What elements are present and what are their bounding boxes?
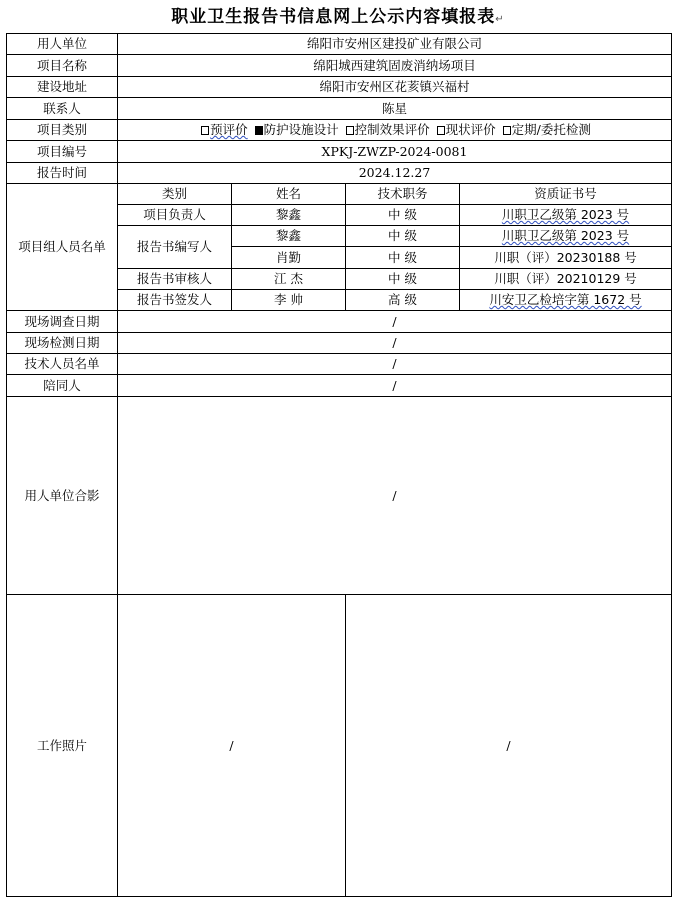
team-name: 李 帅 xyxy=(232,290,346,311)
work-photo-label: 工作照片 xyxy=(7,595,118,897)
category-options xyxy=(118,120,672,141)
category-option-control-effect[interactable]: 控制效果评价 xyxy=(343,122,430,137)
address-value: 绵阳市安州区花荄镇兴福村 xyxy=(118,77,672,98)
team-label: 项目组人员名单 xyxy=(7,184,118,311)
form-title: 职业卫生报告书信息网上公示内容填报表↵ xyxy=(171,7,505,27)
group-photo-label: 用人单位合影 xyxy=(7,397,118,595)
row-site-test xyxy=(7,333,672,354)
row-contact xyxy=(7,98,672,120)
site-survey-value: / xyxy=(118,311,672,333)
team-title: 中 级 xyxy=(346,247,460,269)
contact-value: 陈星 xyxy=(118,98,672,120)
tech-staff-value: / xyxy=(118,354,672,375)
checkbox-checked-icon xyxy=(255,126,263,135)
team-header-cert: 资质证书号 xyxy=(460,184,672,205)
row-group-photo xyxy=(7,397,672,595)
team-header-role: 类别 xyxy=(118,184,232,205)
team-role: 报告书签发人 xyxy=(118,290,232,311)
project-name-value: 绵阳城西建筑固废消纳场项目 xyxy=(118,55,672,77)
team-title: 中 级 xyxy=(346,205,460,226)
contact-label: 联系人 xyxy=(7,98,118,120)
team-role: 报告书审核人 xyxy=(118,269,232,290)
team-title: 中 级 xyxy=(346,226,460,247)
team-title: 中 级 xyxy=(346,269,460,290)
companion-label: 陪同人 xyxy=(7,375,118,397)
row-project-no xyxy=(7,141,672,163)
tech-staff-label: 技术人员名单 xyxy=(7,354,118,375)
team-cert: 川安卫乙检培字第 1672 号 xyxy=(460,290,672,311)
unit-value: 绵阳市安州区建投矿业有限公司 xyxy=(118,34,672,55)
row-unit xyxy=(7,34,672,55)
team-cert: 川职卫乙级第 2023 号 xyxy=(460,205,672,226)
site-test-value: / xyxy=(118,333,672,354)
category-label: 项目类别 xyxy=(7,120,118,141)
disclosure-form-table xyxy=(6,33,672,897)
site-test-label: 现场检测日期 xyxy=(7,333,118,354)
team-header-name: 姓名 xyxy=(232,184,346,205)
team-name: 肖勤 xyxy=(232,247,346,269)
row-address xyxy=(7,77,672,98)
report-time-value: 2024.12.27 xyxy=(118,163,672,184)
project-no-label: 项目编号 xyxy=(7,141,118,163)
unit-label: 用人单位 xyxy=(7,34,118,55)
team-cert: 川职卫乙级第 2023 号 xyxy=(460,226,672,247)
checkbox-icon xyxy=(346,126,354,135)
row-category xyxy=(7,120,672,141)
category-option-periodic-testing[interactable]: 定期/委托检测 xyxy=(500,122,591,137)
checkbox-icon xyxy=(437,126,445,135)
report-time-label: 报告时间 xyxy=(7,163,118,184)
team-name: 黎鑫 xyxy=(232,226,346,247)
row-site-survey xyxy=(7,311,672,333)
project-name-label: 项目名称 xyxy=(7,55,118,77)
project-no-value: XPKJ-ZWZP-2024-0081 xyxy=(118,141,672,163)
category-option-pre-evaluation[interactable]: 预评价 xyxy=(198,122,248,137)
team-cert: 川职（评）20230188 号 xyxy=(460,247,672,269)
row-project-name xyxy=(7,55,672,77)
checkbox-icon xyxy=(201,126,209,135)
team-name: 江 杰 xyxy=(232,269,346,290)
address-label: 建设地址 xyxy=(7,77,118,98)
team-cert: 川职（评）20210129 号 xyxy=(460,269,672,290)
row-work-photo xyxy=(7,595,672,897)
companion-value: / xyxy=(118,375,672,397)
site-survey-label: 现场调查日期 xyxy=(7,311,118,333)
team-header-title: 技术职务 xyxy=(346,184,460,205)
checkbox-icon xyxy=(503,126,511,135)
team-header-row xyxy=(7,184,672,205)
category-option-status-evaluation[interactable]: 现状评价 xyxy=(434,122,496,137)
row-report-time xyxy=(7,163,672,184)
group-photo-value: / xyxy=(118,397,672,595)
category-option-protection-design[interactable]: 防护设施设计 xyxy=(252,122,339,137)
team-role: 报告书编写人 xyxy=(118,226,232,269)
team-name: 黎鑫 xyxy=(232,205,346,226)
team-title: 高 级 xyxy=(346,290,460,311)
team-role: 项目负责人 xyxy=(118,205,232,226)
row-tech-staff xyxy=(7,354,672,375)
row-companion xyxy=(7,375,672,397)
work-photo-left: / xyxy=(118,595,346,897)
work-photo-right: / xyxy=(346,595,672,897)
